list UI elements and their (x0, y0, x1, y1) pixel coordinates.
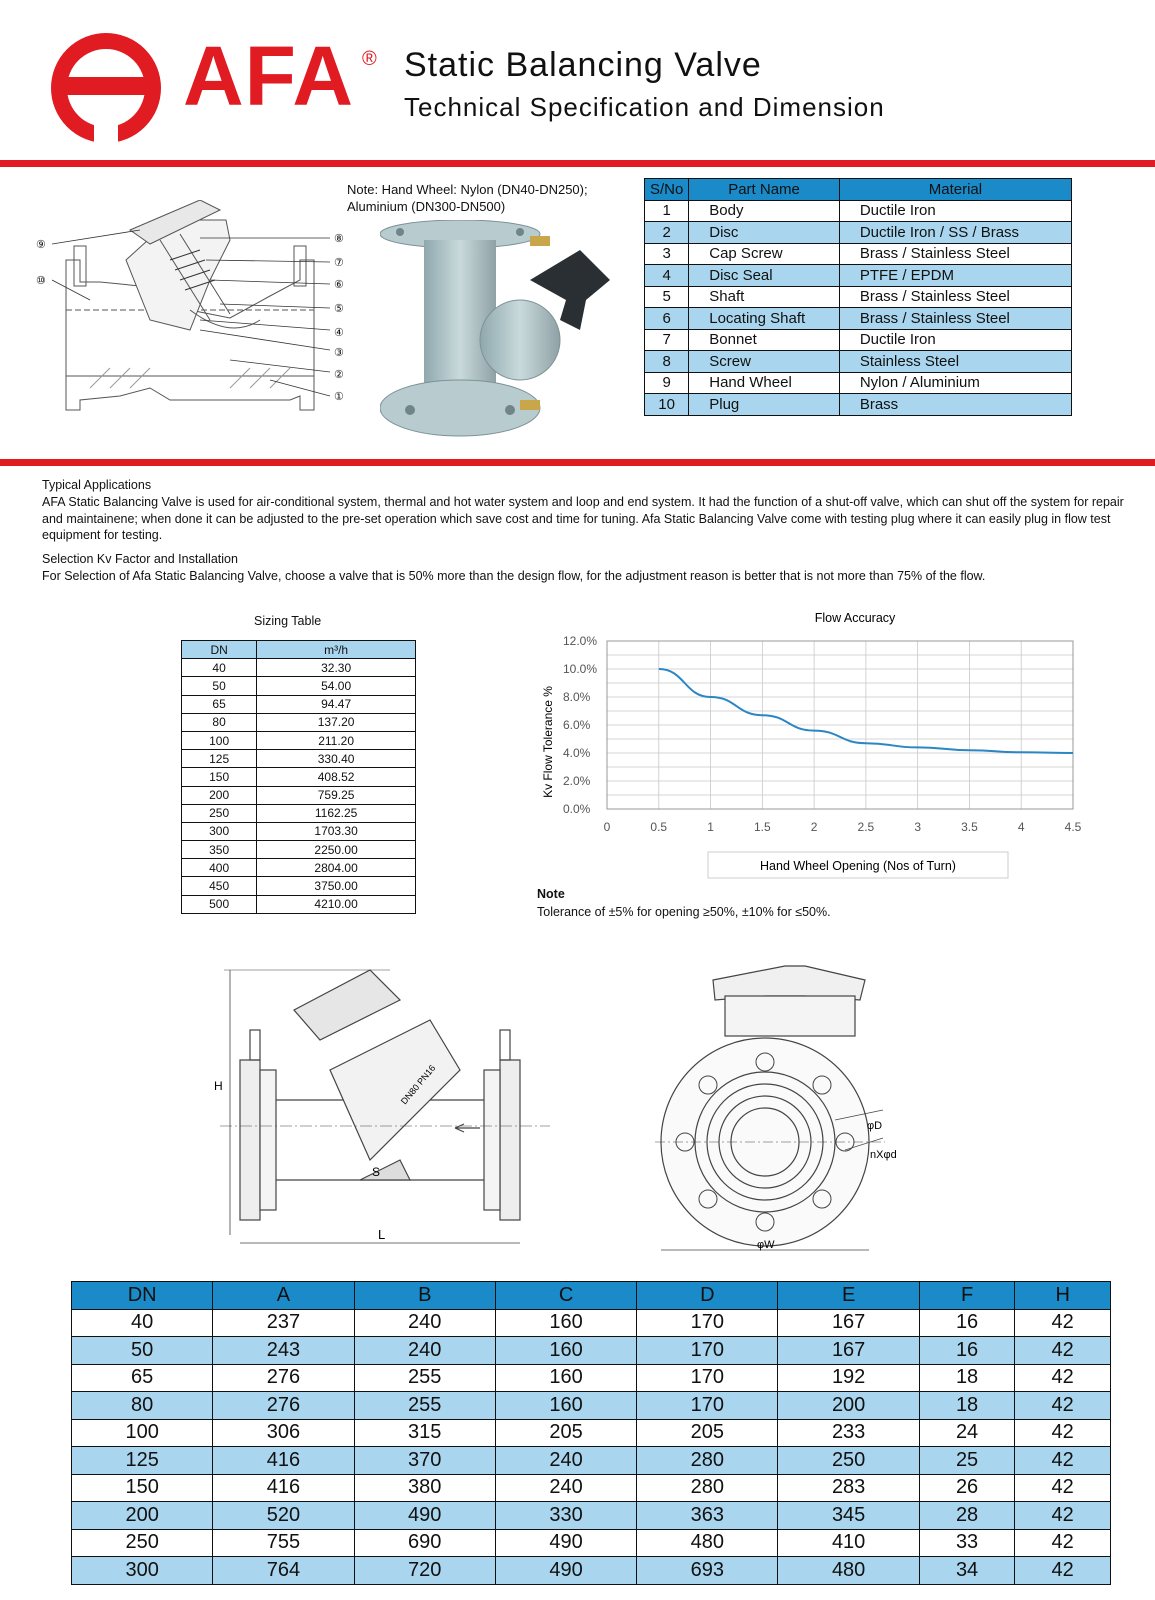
dim-cell: 42 (1015, 1474, 1111, 1502)
sizing-cell-flow: 3750.00 (257, 877, 416, 895)
dim-cell: 764 (213, 1557, 354, 1585)
parts-table-row (645, 351, 1072, 373)
dim-header-dn: DN (72, 1282, 213, 1310)
sizing-cell-dn: 80 (182, 713, 257, 731)
chart-y-tick-label: 2.0% (563, 774, 591, 788)
dim-cell: 42 (1015, 1419, 1111, 1447)
applications-heading: Typical Applications (42, 478, 152, 492)
callout-2: ② (334, 369, 344, 381)
sizing-table-row (182, 877, 416, 895)
dim-cell: 42 (1015, 1392, 1111, 1420)
parts-table-row (645, 329, 1072, 351)
parts-cell-sno: 6 (645, 308, 689, 330)
dim-cell: 16 (919, 1337, 1015, 1365)
dim-cell: 50 (72, 1337, 213, 1365)
dim-cell: 170 (637, 1309, 778, 1337)
dim-table-row (72, 1392, 1111, 1420)
sizing-table-row (182, 786, 416, 804)
sizing-table-title: Sizing Table (254, 614, 322, 628)
chart-x-axis-label: Hand Wheel Opening (Nos of Turn) (760, 859, 956, 873)
dim-cell: 240 (495, 1447, 636, 1475)
dim-header-c: C (495, 1282, 636, 1310)
dim-cell: 42 (1015, 1502, 1111, 1530)
sizing-cell-dn: 400 (182, 859, 257, 877)
dim-cell: 42 (1015, 1529, 1111, 1557)
dim-cell: 306 (213, 1419, 354, 1447)
applications-text: AFA Static Balancing Valve is used for air-conditional system, thermal and hot water system and loop and end system. It had the function of a shut-off valve, which can shut off the system for repair and maintainene; when done it can be adjusted to the pre-set operation which save cost and time for tuning. Afa Static Balancing Valve come with testing plug where it can easily plug in flow test equipment for testing. (42, 495, 1124, 542)
chart-x-tick-label: 4 (1017, 820, 1025, 834)
parts-cell-name: Disc (689, 222, 840, 244)
parts-cell-name: Plug (689, 394, 840, 416)
dimension-table (71, 1281, 1111, 1585)
dim-cell: 167 (778, 1309, 919, 1337)
chart-x-tick-label: 3 (914, 820, 922, 834)
sizing-cell-dn: 40 (182, 659, 257, 677)
chart-y-tick-label: 6.0% (563, 718, 591, 732)
dim-table-row (72, 1502, 1111, 1530)
dim-cell: 480 (778, 1557, 919, 1585)
dim-cell: 200 (72, 1502, 213, 1530)
chart-y-tick-label: 12.0% (563, 634, 598, 648)
sizing-table (181, 640, 416, 914)
dim-cell: 160 (495, 1392, 636, 1420)
dim-label-l: L (378, 1227, 386, 1242)
afa-logo-icon (50, 33, 162, 143)
parts-table-row (645, 222, 1072, 244)
chart-x-tick-label: 3.5 (961, 820, 978, 834)
chart-x-tick-label: 0.5 (650, 820, 668, 834)
chart-note-heading: Note (537, 887, 565, 901)
dim-cell: 150 (72, 1474, 213, 1502)
dim-cell: 42 (1015, 1337, 1111, 1365)
dim-table-row (72, 1309, 1111, 1337)
selection-text: For Selection of Afa Static Balancing Valve, choose a valve that is 50% more than the design flow, for the adjustment reason is better that is not more than 75% of the flow. (42, 569, 986, 583)
sizing-cell-flow: 1703.30 (257, 822, 416, 840)
dim-cell: 167 (778, 1337, 919, 1365)
dim-table-row (72, 1447, 1111, 1475)
parts-cell-sno: 8 (645, 351, 689, 373)
sizing-cell-flow: 32.30 (257, 659, 416, 677)
parts-cell-sno: 2 (645, 222, 689, 244)
dim-cell: 34 (919, 1557, 1015, 1585)
valve-section-drawing (30, 200, 360, 430)
chart-x-tick-label: 0 (603, 820, 611, 834)
dim-cell: 205 (637, 1419, 778, 1447)
chart-x-tick-label: 2 (810, 820, 818, 834)
dim-cell: 205 (495, 1419, 636, 1447)
dim-cell: 330 (495, 1502, 636, 1530)
dim-cell: 490 (354, 1502, 495, 1530)
dim-cell: 18 (919, 1364, 1015, 1392)
dim-header-a: A (213, 1282, 354, 1310)
dim-cell: 490 (495, 1557, 636, 1585)
sizing-cell-dn: 150 (182, 768, 257, 786)
dim-cell: 24 (919, 1419, 1015, 1447)
parts-header-material: Material (839, 179, 1071, 201)
dim-cell: 380 (354, 1474, 495, 1502)
dim-cell: 416 (213, 1474, 354, 1502)
chart-x-tick-label: 4.5 (1064, 820, 1082, 834)
dim-label-h: H (214, 1079, 223, 1093)
dim-cell: 33 (919, 1529, 1015, 1557)
dim-table-row (72, 1474, 1111, 1502)
sizing-table-row (182, 841, 416, 859)
valve-side-elevation-drawing (210, 960, 570, 1265)
dim-label-s: S (372, 1165, 381, 1179)
parts-table-row (645, 286, 1072, 308)
chart-y-tick-label: 0.0% (563, 802, 591, 816)
sizing-cell-dn: 300 (182, 822, 257, 840)
chart-x-tick-label: 1.5 (753, 820, 771, 834)
parts-cell-material: Brass / Stainless Steel (839, 243, 1071, 265)
dim-cell: 200 (778, 1392, 919, 1420)
dim-cell: 42 (1015, 1447, 1111, 1475)
callout-5: ⑤ (334, 303, 344, 315)
sizing-cell-dn: 100 (182, 731, 257, 749)
selection-heading: Selection Kv Factor and Installation (42, 552, 238, 566)
dim-cell: 237 (213, 1309, 354, 1337)
parts-header-part-name: Part Name (689, 179, 840, 201)
dim-cell: 28 (919, 1502, 1015, 1530)
parts-cell-name: Locating Shaft (689, 308, 840, 330)
parts-cell-material: Nylon / Aluminium (839, 372, 1071, 394)
parts-cell-material: Ductile Iron (839, 329, 1071, 351)
dim-header-h: H (1015, 1282, 1111, 1310)
dim-cell: 160 (495, 1309, 636, 1337)
sizing-table-row (182, 659, 416, 677)
registered-mark: ® (362, 48, 377, 70)
dim-cell: 240 (354, 1309, 495, 1337)
dim-cell: 16 (919, 1309, 1015, 1337)
dim-cell: 276 (213, 1392, 354, 1420)
parts-cell-sno: 4 (645, 265, 689, 287)
parts-cell-material: Ductile Iron / SS / Brass (839, 222, 1071, 244)
sizing-table-row (182, 677, 416, 695)
callout-9: ⑨ (36, 239, 46, 251)
parts-cell-material: Brass / Stainless Steel (839, 286, 1071, 308)
sizing-table-row (182, 895, 416, 913)
dim-table-row (72, 1557, 1111, 1585)
parts-table-row (645, 265, 1072, 287)
callout-1: ① (334, 391, 344, 403)
dim-cell: 240 (354, 1337, 495, 1365)
parts-cell-material: Brass (839, 394, 1071, 416)
sizing-table-row (182, 731, 416, 749)
parts-cell-sno: 3 (645, 243, 689, 265)
parts-cell-material: PTFE / EPDM (839, 265, 1071, 287)
chart-y-tick-label: 10.0% (563, 662, 598, 676)
parts-table-row (645, 394, 1072, 416)
parts-table (644, 178, 1072, 416)
dim-table-row (72, 1364, 1111, 1392)
dim-cell: 26 (919, 1474, 1015, 1502)
chart-x-tick-label: 2.5 (857, 820, 875, 834)
dim-cell: 283 (778, 1474, 919, 1502)
dim-label-phi-d: φD (867, 1120, 883, 1132)
dim-cell: 42 (1015, 1309, 1111, 1337)
dim-cell: 65 (72, 1364, 213, 1392)
dim-cell: 160 (495, 1364, 636, 1392)
chart-y-axis-label: Kv Flow Tolerance % (541, 686, 555, 798)
dim-cell: 363 (637, 1502, 778, 1530)
dim-cell: 300 (72, 1557, 213, 1585)
dim-cell: 192 (778, 1364, 919, 1392)
dim-table-row (72, 1419, 1111, 1447)
parts-table-row (645, 372, 1072, 394)
dim-cell: 416 (213, 1447, 354, 1475)
dim-cell: 720 (354, 1557, 495, 1585)
dim-cell: 345 (778, 1502, 919, 1530)
dim-cell: 315 (354, 1419, 495, 1447)
page-title: Static Balancing Valve (404, 46, 762, 84)
sizing-table-row (182, 859, 416, 877)
dim-cell: 480 (637, 1529, 778, 1557)
callout-10: ⑩ (36, 275, 46, 287)
dim-cell: 170 (637, 1337, 778, 1365)
dim-cell: 276 (213, 1364, 354, 1392)
dim-cell: 410 (778, 1529, 919, 1557)
callout-7: ⑦ (334, 257, 344, 269)
parts-cell-name: Shaft (689, 286, 840, 308)
parts-table-row (645, 308, 1072, 330)
sizing-cell-dn: 350 (182, 841, 257, 859)
parts-table-row (645, 243, 1072, 265)
callout-6: ⑥ (334, 279, 344, 291)
dim-cell: 693 (637, 1557, 778, 1585)
dim-cell: 690 (354, 1529, 495, 1557)
dim-cell: 125 (72, 1447, 213, 1475)
chart-title: Flow Accuracy (814, 611, 896, 625)
parts-cell-material: Stainless Steel (839, 351, 1071, 373)
sizing-header-flow: m³/h (257, 641, 416, 659)
callout-3: ③ (334, 347, 344, 359)
parts-cell-sno: 5 (645, 286, 689, 308)
dim-label-phi-w: φW (757, 1239, 775, 1251)
sizing-table-row (182, 804, 416, 822)
dim-cell: 250 (778, 1447, 919, 1475)
dim-cell: 18 (919, 1392, 1015, 1420)
dim-cell: 80 (72, 1392, 213, 1420)
sizing-cell-flow: 211.20 (257, 731, 416, 749)
sizing-table-row (182, 768, 416, 786)
sizing-cell-flow: 2250.00 (257, 841, 416, 859)
callout-4: ④ (334, 327, 344, 339)
dim-cell: 490 (495, 1529, 636, 1557)
sizing-cell-flow: 759.25 (257, 786, 416, 804)
dim-cell: 755 (213, 1529, 354, 1557)
parts-cell-sno: 10 (645, 394, 689, 416)
sizing-table-row (182, 695, 416, 713)
dim-header-b: B (354, 1282, 495, 1310)
dim-header-e: E (778, 1282, 919, 1310)
valve-end-view-drawing (655, 960, 915, 1265)
chart-grid (607, 641, 1073, 809)
sizing-cell-flow: 94.47 (257, 695, 416, 713)
dim-cell: 250 (72, 1529, 213, 1557)
dim-cell: 42 (1015, 1364, 1111, 1392)
valve-product-illustration (380, 220, 620, 442)
dim-cell: 42 (1015, 1557, 1111, 1585)
dim-cell: 40 (72, 1309, 213, 1337)
parts-header-sno: S/No (645, 179, 689, 201)
dim-header-f: F (919, 1282, 1015, 1310)
sizing-cell-dn: 500 (182, 895, 257, 913)
chart-y-tick-label: 4.0% (563, 746, 591, 760)
sizing-cell-flow: 54.00 (257, 677, 416, 695)
dim-cell: 243 (213, 1337, 354, 1365)
parts-cell-name: Body (689, 200, 840, 222)
sizing-header-dn: DN (182, 641, 257, 659)
sizing-cell-dn: 65 (182, 695, 257, 713)
dim-header-d: D (637, 1282, 778, 1310)
dim-cell: 255 (354, 1392, 495, 1420)
dim-cell: 370 (354, 1447, 495, 1475)
sizing-cell-flow: 330.40 (257, 750, 416, 768)
sizing-table-row (182, 713, 416, 731)
header-divider (0, 160, 1155, 167)
dim-cell: 100 (72, 1419, 213, 1447)
section-divider (0, 459, 1155, 466)
flow-accuracy-chart (530, 608, 1100, 880)
dim-cell: 170 (637, 1392, 778, 1420)
parts-cell-name: Bonnet (689, 329, 840, 351)
parts-cell-name: Disc Seal (689, 265, 840, 287)
sizing-cell-dn: 50 (182, 677, 257, 695)
dim-cell: 170 (637, 1364, 778, 1392)
parts-cell-material: Brass / Stainless Steel (839, 308, 1071, 330)
dim-cell: 255 (354, 1364, 495, 1392)
parts-cell-sno: 7 (645, 329, 689, 351)
sizing-cell-flow: 137.20 (257, 713, 416, 731)
sizing-cell-flow: 1162.25 (257, 804, 416, 822)
sizing-cell-dn: 250 (182, 804, 257, 822)
parts-cell-sno: 1 (645, 200, 689, 222)
chart-y-tick-label: 8.0% (563, 690, 591, 704)
callout-8: ⑧ (334, 233, 344, 245)
brand-logo-text: AFA (183, 29, 354, 123)
parts-cell-name: Hand Wheel (689, 372, 840, 394)
hand-wheel-note: Note: Hand Wheel: Nylon (DN40-DN250); Aluminium (DN300-DN500) (347, 182, 588, 214)
dim-table-row (72, 1529, 1111, 1557)
chart-note-text: Tolerance of ±5% for opening ≥50%, ±10% for ≤50%. (537, 905, 831, 919)
dim-cell: 280 (637, 1474, 778, 1502)
parts-cell-name: Screw (689, 351, 840, 373)
dim-label-nxphid: nXφd (870, 1149, 897, 1161)
parts-table-row (645, 200, 1072, 222)
body-marking: DN80 PN16 (398, 1063, 438, 1107)
sizing-cell-flow: 408.52 (257, 768, 416, 786)
sizing-table-row (182, 822, 416, 840)
dim-cell: 25 (919, 1447, 1015, 1475)
sizing-cell-dn: 200 (182, 786, 257, 804)
page-subtitle: Technical Specification and Dimension (404, 92, 885, 122)
dim-table-row (72, 1337, 1111, 1365)
sizing-cell-flow: 2804.00 (257, 859, 416, 877)
dim-cell: 240 (495, 1474, 636, 1502)
sizing-cell-dn: 125 (182, 750, 257, 768)
dim-cell: 280 (637, 1447, 778, 1475)
dim-cell: 160 (495, 1337, 636, 1365)
sizing-cell-dn: 450 (182, 877, 257, 895)
parts-cell-name: Cap Screw (689, 243, 840, 265)
parts-cell-sno: 9 (645, 372, 689, 394)
chart-x-tick-label: 1 (707, 820, 714, 834)
dim-cell: 233 (778, 1419, 919, 1447)
sizing-table-row (182, 750, 416, 768)
parts-cell-material: Ductile Iron (839, 200, 1071, 222)
sizing-cell-flow: 4210.00 (257, 895, 416, 913)
dim-cell: 520 (213, 1502, 354, 1530)
